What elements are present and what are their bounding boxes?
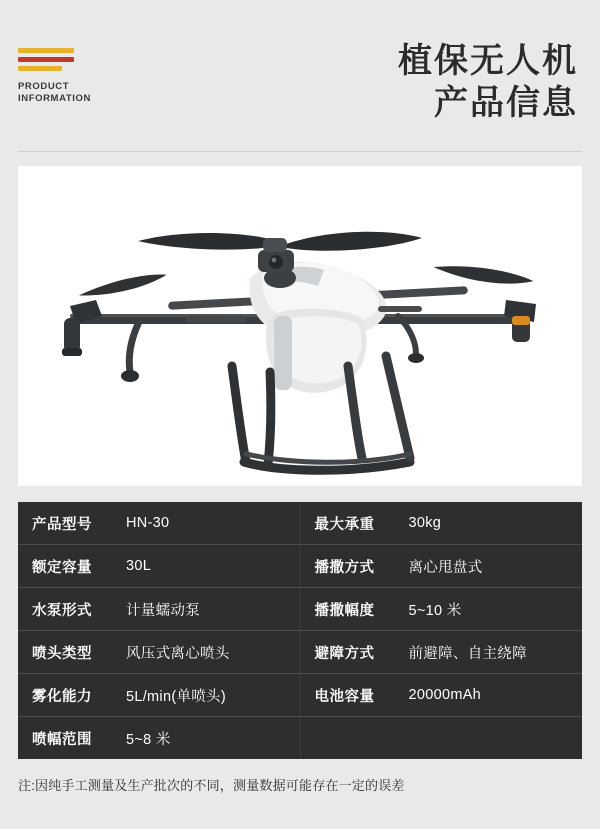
table-row xyxy=(18,502,582,545)
spec-label: 播撒方式 xyxy=(314,559,375,576)
spec-label: 电池容量 xyxy=(314,688,375,705)
spec-label: 喷头类型 xyxy=(32,645,92,662)
spec-label: 避障方式 xyxy=(314,645,375,662)
spec-label: 播撒幅度 xyxy=(314,602,375,619)
spec-value: 5~10 米 xyxy=(408,602,462,619)
spec-value: HN-30 xyxy=(126,515,170,531)
page-title-line2: 产品信息 xyxy=(434,84,578,122)
table-row xyxy=(18,631,582,674)
spec-cell-pair xyxy=(18,674,301,716)
table-row xyxy=(18,674,582,717)
header-divider xyxy=(18,151,582,152)
logo-bars-icon xyxy=(18,48,74,71)
spec-cell-pair xyxy=(18,588,301,630)
spec-label: 喷幅范围 xyxy=(32,731,92,748)
spec-cell-pair xyxy=(18,502,301,544)
spec-label: 水泵形式 xyxy=(32,602,92,619)
drone-illustration xyxy=(18,166,582,486)
spec-cell-pair xyxy=(301,631,583,673)
page-title-line1: 植保无人机 xyxy=(398,42,578,80)
spec-cell-pair xyxy=(18,631,301,673)
spec-cell-pair xyxy=(18,717,301,759)
spec-value: 前避障、自主绕障 xyxy=(408,645,527,662)
logo-caption xyxy=(18,81,138,105)
brand-logo xyxy=(18,48,138,105)
spec-value: 20000mAh xyxy=(408,687,482,703)
spec-value: 5~8 米 xyxy=(126,731,171,748)
spec-value: 风压式离心喷头 xyxy=(126,645,230,662)
page-title xyxy=(398,40,578,124)
spec-cell-pair xyxy=(301,545,583,587)
table-row xyxy=(18,545,582,588)
table-row xyxy=(18,588,582,631)
product-image xyxy=(18,166,582,486)
spec-value: 30L xyxy=(126,558,152,574)
spec-table xyxy=(18,502,582,759)
page-header xyxy=(0,0,600,152)
spec-cell-pair xyxy=(301,674,583,716)
spec-cell-pair-empty xyxy=(301,717,583,759)
measurement-note: 注:因纯手工测量及生产批次的不同，测量数据可能存在一定的误差 xyxy=(18,778,405,793)
table-row xyxy=(18,717,582,759)
logo-caption-line1: PRODUCT xyxy=(18,81,70,92)
spec-value: 5L/min(单喷头) xyxy=(126,688,226,705)
spec-label: 产品型号 xyxy=(32,516,92,533)
spec-value: 30kg xyxy=(408,515,442,531)
spec-cell-pair xyxy=(18,545,301,587)
logo-caption-line2: INFORMATION xyxy=(18,93,91,104)
spec-cell-pair xyxy=(301,502,583,544)
spec-label: 雾化能力 xyxy=(32,688,92,705)
spec-label: 额定容量 xyxy=(32,559,92,576)
spec-label: 最大承重 xyxy=(314,516,375,533)
spec-cell-pair xyxy=(301,588,583,630)
spec-value: 离心甩盘式 xyxy=(408,559,483,576)
spec-value: 计量蠕动泵 xyxy=(126,602,200,619)
